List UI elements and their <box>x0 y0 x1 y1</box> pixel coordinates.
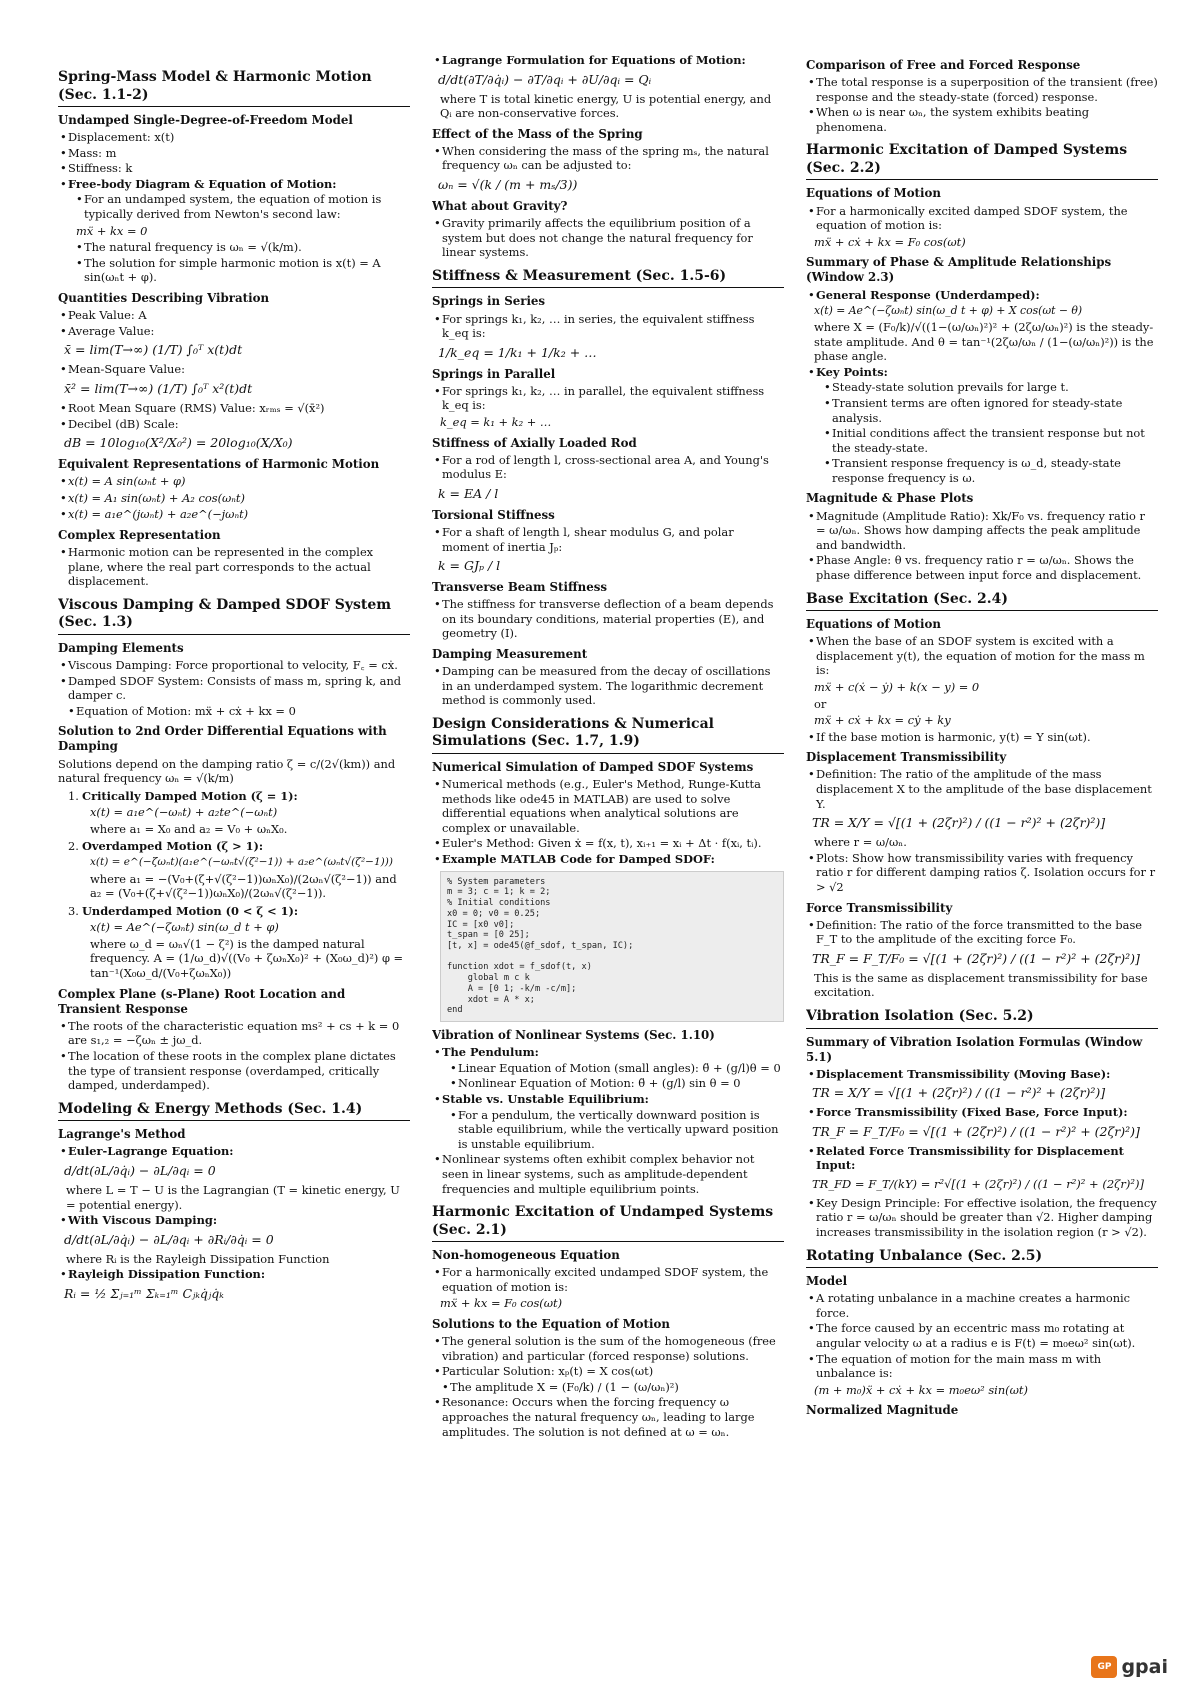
numbered-list <box>64 789 410 981</box>
section-title: Design Considerations & Numerical Simulations (Sec. 1.7, 1.9) <box>432 716 784 754</box>
equation: x̄ = lim(T→∞) (1/T) ∫₀ᵀ x(t)dt <box>64 342 243 358</box>
list-item: • The equation of motion for the main mass m with unbalance is: <box>808 1352 1158 1381</box>
equation: x(t) = e^(−ζωₙt)(a₁e^(−ωₙt√(ζ²−1)) + a₂e^(ωₙt√(ζ²−1))) <box>90 856 393 869</box>
list-item: • Viscous Damping: Force proportional to velocity, F꜀ = cẋ. <box>60 658 410 673</box>
paragraph: where a₁ = X₀ and a₂ = V₀ + ωₙX₀. <box>90 821 288 836</box>
paragraph: where ω_d = ωₙ√(1 − ζ²) is the damped natural frequency. A = (1/ω_d)√((V₀ + ζωₙX₀)² + (X₀ω_d)²) φ = tan⁻¹(X₀ω_d/(V₀+ζωₙX₀)) <box>90 936 404 981</box>
bullet-list <box>808 75 1158 134</box>
equation: d/dt(∂L/∂q̇ᵢ) − ∂L/∂qᵢ + ∂Rᵢ/∂q̇ᵢ = 0 <box>64 1231 274 1247</box>
subsection-title: Non-homogeneous Equation <box>432 1248 620 1263</box>
subsection-title: Equivalent Representations of Harmonic Motion <box>58 457 380 472</box>
section-title: Rotating Unbalance (Sec. 2.5) <box>806 1248 1158 1269</box>
subsection-title: Lagrange's Method <box>58 1127 186 1142</box>
list-item: • Damped SDOF System: Consists of mass m, spring k, and damper c. <box>60 674 410 703</box>
list-item: • Lagrange Formulation for Equations of Motion: <box>434 53 784 68</box>
equation: Rᵢ = ½ Σⱼ₌₁ᵐ Σₖ₌₁ᵐ Cⱼₖq̇ⱼq̇ₖ <box>64 1285 224 1301</box>
list-item: • Gravity primarily affects the equilibrium position of a system but does not change the natural frequency for linear systems. <box>434 216 784 260</box>
list-item: • For a shaft of length l, shear modulus G, and polar moment of inertia Jₚ: <box>434 525 784 554</box>
list-item: • For a rod of length l, cross-sectional area A, and Young's modulus E: <box>434 453 784 482</box>
bullet-list <box>60 1213 410 1228</box>
subsection-title: Stiffness of Axially Loaded Rod <box>432 435 637 450</box>
list-item: • Plots: Show how transmissibility varies with frequency ratio r for different damping ratios ζ. Isolation occurs for r > √2 <box>808 851 1158 895</box>
equation: x(t) = Ae^(−ζωₙt) sin(ω_d t + φ) <box>90 920 279 935</box>
bullet-list <box>434 384 784 413</box>
list-item: • When ω is near ωₙ, the system exhibits beating phenomena. <box>808 105 1158 134</box>
list-item: • The solution for simple harmonic motion is x(t) = A sin(ωₙt + φ). <box>76 256 410 285</box>
list-item: • Stiffness: k <box>60 161 410 176</box>
paragraph: where T is total kinetic energy, U is potential energy, and Qᵢ are non-conservative forces. <box>440 91 772 121</box>
equation: (m + m₀)ẍ + cẋ + kx = m₀eω² sin(ωt) <box>814 1382 1028 1397</box>
paragraph: where X = (F₀/k)/√((1−(ω/ωₙ)²)² + (2ζω/ωₙ)²) is the steady-state amplitude. And θ = tan⁻¹(2ζω/ωₙ / (1−(ω/ωₙ)²)) is the phase angle. <box>814 319 1154 364</box>
bullet-list <box>434 777 784 867</box>
bullet-list <box>434 144 784 173</box>
gpai-logo <box>1091 1656 1168 1678</box>
bullet-list <box>60 474 410 522</box>
equation: ωₙ = √(k / (m + mₛ/3)) <box>438 177 578 193</box>
list-item: • Phase Angle: θ vs. frequency ratio r = ω/ωₙ. Shows the phase difference between input force and displacement. <box>808 553 1158 582</box>
equation: TR_FD = F_T/(kY) = r²√[(1 + (2ζr)²) / ((1 − r²)² + (2ζr)²)] <box>812 1177 1144 1192</box>
list-item: • Force Transmissibility (Fixed Base, Force Input): <box>808 1105 1158 1120</box>
bullet-list <box>808 204 1158 233</box>
paragraph: This is the same as displacement transmissibility for base excitation. <box>814 970 1148 1000</box>
code-block: % System parameters m = 3; c = 1; k = 2; % Initial conditions x0 = 0; v0 = 0.25; IC = [x0 v0]; t_span = [0 25]; [t, x] = ode45(@f_sdof, t_span, IC); function xdot = f_sdof(t, x) global m c k A = [0 1; -k/m -c/m]; xdot = A * x; end <box>440 871 784 1023</box>
equation: x(t) = Ae^(−ζωₙt) sin(ω_d t + φ) + X cos(ωt − θ) <box>814 304 1083 318</box>
subsection-title: Torsional Stiffness <box>432 507 555 522</box>
equation: d/dt(∂L/∂q̇ᵢ) − ∂L/∂qᵢ = 0 <box>64 1163 216 1178</box>
subsection-title: Normalized Magnitude <box>806 1403 959 1418</box>
column-2 <box>432 52 784 1652</box>
list-item: • For a harmonically excited undamped SDOF system, the equation of motion is: <box>434 1265 784 1294</box>
subsection-title: Effect of the Mass of the Spring <box>432 126 643 141</box>
list-item: • The force caused by an eccentric mass m₀ rotating at angular velocity ω at a radius e is F(t) = m₀eω² sin(ωt). <box>808 1321 1158 1350</box>
bullet-list <box>808 767 1158 811</box>
bullet-list <box>60 545 410 589</box>
list-item: • The total response is a superposition of the transient (free) response and the steady-state (forced) response. <box>808 75 1158 104</box>
paragraph: where Rᵢ is the Rayleigh Dissipation Function <box>66 1251 330 1266</box>
subsection-title: Force Transmissibility <box>806 900 953 915</box>
list-item: • Nonlinear systems often exhibit complex behavior not seen in linear systems, such as amplitude-dependent frequencies and multiple equilibrium points. <box>434 1152 784 1196</box>
list-item: • When considering the mass of the spring mₛ, the natural frequency ωₙ can be adjusted to: <box>434 144 784 173</box>
paragraph: where a₁ = −(V₀+(ζ+√(ζ²−1))ωₙX₀)/(2ωₙ√(ζ²−1)) and a₂ = (V₀+(ζ+√(ζ²−1))ωₙX₀)/(2ωₙ√(ζ²−1)). <box>90 871 397 901</box>
subsection-title: Complex Plane (s-Plane) Root Location and Transient Response <box>58 986 346 1016</box>
subsection-title: Equations of Motion <box>806 617 941 632</box>
bullet-list <box>808 1144 1158 1173</box>
list-item: • For springs k₁, k₂, … in series, the equivalent stiffness k_eq is: <box>434 312 784 341</box>
subsection-title: Quantities Describing Vibration <box>58 291 270 306</box>
list-item: • Decibel (dB) Scale: <box>60 417 410 432</box>
bullet-list <box>808 509 1158 583</box>
subsection-title: Damping Elements <box>58 640 184 655</box>
list-item: • With Viscous Damping: <box>60 1213 410 1228</box>
subsection-title: Displacement Transmissibility <box>806 750 1007 765</box>
list-item: • A rotating unbalance in a machine creates a harmonic force. <box>808 1291 1158 1320</box>
list-item: • Damping can be measured from the decay of oscillations in an underdamped system. The logarithmic decrement method is commonly used. <box>434 664 784 708</box>
equation: x̄² = lim(T→∞) (1/T) ∫₀ᵀ x²(t)dt <box>64 380 253 396</box>
list-item: • General Response (Underdamped): <box>808 288 1158 303</box>
equation: k = GJₚ / l <box>438 558 501 574</box>
equation: TR_F = F_T/F₀ = √[(1 + (2ζr)²) / ((1 − r²)² + (2ζr)²)] <box>812 950 1140 966</box>
subsection-title: Summary of Vibration Isolation Formulas (Window 5.1) <box>806 1034 1143 1064</box>
paragraph: where r = ω/ωₙ. <box>814 835 907 850</box>
subsection-title: Complex Representation <box>58 527 221 542</box>
bullet-list <box>808 918 1158 947</box>
list-item: • The amplitude X = (F₀/k) / (1 − (ω/ωₙ)²) <box>442 1380 784 1395</box>
list-item: • Key Points: • Steady-state solution prevails for large t. • Transient terms are often ignored for steady-state analysis. • Initial conditions affect the transient response but not the steady-state. • Transient response frequency is ω_d, steady-state response frequency is ω. <box>808 365 1158 486</box>
bullet-list <box>808 730 1158 745</box>
bullet-list <box>808 1067 1158 1082</box>
list-item: • Average Value: <box>60 324 410 339</box>
list-item: 2. Overdamped Motion (ζ > 1): x(t) = e^(−ζωₙt)(a₁e^(−ωₙt√(ζ²−1)) + a₂e^(ωₙt√(ζ²−1))) where a₁ = −(V₀+(ζ+√(ζ²−1))ωₙX₀)/(2ωₙ√(ζ²−1)) and a₂ = (V₀+(ζ+√(ζ²−1))ωₙX₀)/(2ωₙ√(ζ²−1)). <box>64 839 410 900</box>
bullet-list <box>60 1267 410 1282</box>
section-title: Modeling & Energy Methods (Sec. 1.4) <box>58 1101 410 1122</box>
bullet-list <box>60 130 410 285</box>
section-title: Harmonic Excitation of Undamped Systems (Sec. 2.1) <box>432 1204 784 1242</box>
subsection-title: Vibration of Nonlinear Systems (Sec. 1.10) <box>432 1028 715 1043</box>
section-title: Viscous Damping & Damped SDOF System (Sec. 1.3) <box>58 597 410 635</box>
column-1 <box>58 52 410 1652</box>
list-item: • Definition: The ratio of the amplitude of the mass displacement X to the amplitude of the base displacement Y. <box>808 767 1158 811</box>
list-item: • If the base motion is harmonic, y(t) = Y sin(ωt). <box>808 730 1158 745</box>
equation: TR = X/Y = √[(1 + (2ζr)²) / ((1 − r²)² + (2ζr)²)] <box>812 815 1106 831</box>
logo-icon: GP <box>1091 1656 1117 1678</box>
bullet-list <box>434 216 784 260</box>
list-item: • Equation of Motion: mẍ + cẋ + kx = 0 <box>68 704 410 719</box>
list-item: • x(t) = A₁ sin(ωₙt) + A₂ cos(ωₙt) <box>60 491 410 506</box>
list-item: • Related Force Transmissibility for Displacement Input: <box>808 1144 1158 1173</box>
bullet-list <box>60 658 410 718</box>
subsection-title: Model <box>806 1274 848 1289</box>
equation: mẍ + cẋ + kx = F₀ cos(ωt) <box>814 234 966 249</box>
list-item: • Displacement Transmissibility (Moving Base): <box>808 1067 1158 1082</box>
bullet-list <box>808 1105 1158 1120</box>
equation: mẍ + c(ẋ − ẏ) + k(x − y) = 0 <box>814 679 980 694</box>
equation: k_eq = k₁ + k₂ + … <box>440 415 552 429</box>
logo-text: gpai <box>1121 1656 1168 1678</box>
list-item: • Mean-Square Value: <box>60 362 410 377</box>
bullet-list <box>434 453 784 482</box>
section-title: Spring-Mass Model & Harmonic Motion (Sec. 1.1-2) <box>58 69 410 107</box>
list-item: • Numerical methods (e.g., Euler's Method, Runge-Kutta methods like ode45 in MATLAB) are used to solve differential equations when analytical solutions are complex or unavailable. <box>434 777 784 835</box>
bullet-list <box>808 1291 1158 1381</box>
list-item: 3. Underdamped Motion (0 < ζ < 1): x(t) = Ae^(−ζωₙt) sin(ω_d t + φ) where ω_d = ωₙ√(1 − ζ²) is the damped natural frequency. A = (1/ω_d)√((V₀ + ζωₙX₀)² + (X₀ω_d)²) φ = tan⁻¹(X₀ω_d/(V₀+ζωₙX₀)) <box>64 904 410 981</box>
subsection-title: Transverse Beam Stiffness <box>432 580 608 595</box>
list-item: • Peak Value: A <box>60 308 410 323</box>
equation: mẍ + cẋ + kx = cẏ + ky <box>814 713 951 728</box>
equation: mẍ + kx = F₀ cos(ωt) <box>440 1296 563 1311</box>
bullet-list <box>434 53 784 68</box>
bullet-list <box>60 362 410 377</box>
equation: 1/k_eq = 1/k₁ + 1/k₂ + … <box>438 344 597 360</box>
subsection-title: What about Gravity? <box>432 199 568 214</box>
list-item: • Definition: The ratio of the force transmitted to the base F_T to the amplitude of the exciting force F₀. <box>808 918 1158 947</box>
section-title: Base Excitation (Sec. 2.4) <box>806 591 1158 612</box>
bullet-list <box>434 1334 784 1439</box>
column-3 <box>806 52 1158 1652</box>
equation: d/dt(∂T/∂q̇ᵢ) − ∂T/∂qᵢ + ∂U/∂qᵢ = Qᵢ <box>438 71 652 87</box>
list-item: • For an undamped system, the equation of motion is typically derived from Newton's second law: <box>76 192 410 221</box>
bullet-list <box>434 1045 784 1196</box>
list-item: • Euler's Method: Given ẋ = f(x, t), xᵢ₊₁ = xᵢ + Δt · f(xᵢ, tᵢ). <box>434 836 784 851</box>
subsection-title: Solution to 2nd Order Differential Equations with Damping <box>58 724 387 754</box>
list-item: • Harmonic motion can be represented in the complex plane, where the real part corresponds to the actual displacement. <box>60 545 410 589</box>
section-title: Vibration Isolation (Sec. 5.2) <box>806 1008 1158 1029</box>
subsection-title: Solutions to the Equation of Motion <box>432 1317 670 1332</box>
list-item: • x(t) = A sin(ωₙt + φ) <box>60 474 410 489</box>
list-item: • Nonlinear Equation of Motion: θ̈ + (g/l) sin θ = 0 <box>450 1076 784 1091</box>
list-item: • The location of these roots in the complex plane dictates the type of transient response (overdamped, critically damped, underdamped). <box>60 1049 410 1093</box>
subsection-title: Numerical Simulation of Damped SDOF Systems <box>432 759 754 774</box>
bullet-list <box>808 365 1158 486</box>
bullet-list <box>60 308 410 338</box>
list-item: • The general solution is the sum of the homogeneous (free vibration) and particular (forced response) solutions. <box>434 1334 784 1363</box>
section-title: Harmonic Excitation of Damped Systems (Sec. 2.2) <box>806 142 1158 180</box>
cheat-sheet-page <box>58 52 1158 1652</box>
list-item: • Mass: m <box>60 146 410 161</box>
bullet-list <box>808 851 1158 895</box>
list-item: • Resonance: Occurs when the forcing frequency ω approaches the natural frequency ωₙ, leading to large amplitudes. The solution is not defined at ω = ωₙ. <box>434 1395 784 1439</box>
list-item: • For a harmonically excited damped SDOF system, the equation of motion is: <box>808 204 1158 233</box>
list-item: • The stiffness for transverse deflection of a beam depends on its boundary conditions, material properties (E), and geometry (I). <box>434 597 784 641</box>
list-item: • Linear Equation of Motion (small angles): θ̈ + (g/l)θ = 0 <box>450 1061 784 1076</box>
equation: mẍ + kx = 0 <box>76 223 148 238</box>
bullet-list <box>434 1265 784 1294</box>
equation: TR_F = F_T/F₀ = √[(1 + (2ζr)²) / ((1 − r²)² + (2ζr)²)] <box>812 1123 1140 1139</box>
subsection-title: Equations of Motion <box>806 186 941 201</box>
subsection-title: Springs in Parallel <box>432 366 556 381</box>
list-item: • x(t) = a₁e^(jωₙt) + a₂e^(−jωₙt) <box>60 507 410 522</box>
list-item: • Transient terms are often ignored for steady-state analysis. <box>824 396 1158 425</box>
list-item: • Root Mean Square (RMS) Value: xᵣₘₛ = √(x̄²) <box>60 401 410 416</box>
bullet-list <box>808 288 1158 303</box>
list-item: • Rayleigh Dissipation Function: <box>60 1267 410 1282</box>
list-item: • Magnitude (Amplitude Ratio): Xk/F₀ vs. frequency ratio r = ω/ωₙ. Shows how damping affects the peak amplitude and bandwidth. <box>808 509 1158 553</box>
list-item: • Transient response frequency is ω_d, steady-state response frequency is ω. <box>824 456 1158 485</box>
list-item: • The roots of the characteristic equation ms² + cs + k = 0 are s₁,₂ = −ζωₙ ± jω_d. <box>60 1019 410 1048</box>
subsection-title: Springs in Series <box>432 294 546 309</box>
list-item: • Steady-state solution prevails for large t. <box>824 380 1158 395</box>
paragraph: Solutions depend on the damping ratio ζ = c/(2√(km)) and natural frequency ωₙ = √(k/m) <box>58 756 396 786</box>
list-item: • Displacement: x(t) <box>60 130 410 145</box>
subsection-title: Magnitude & Phase Plots <box>806 491 974 506</box>
equation: dB = 10log₁₀(X²/X₀²) = 20log₁₀(X/X₀) <box>64 435 293 451</box>
list-item: • For a pendulum, the vertically downward position is stable equilibrium, while the vertically upward position is unstable equilibrium. <box>450 1108 784 1152</box>
subsection-title: Comparison of Free and Forced Response <box>806 58 1081 72</box>
bullet-list <box>808 1196 1158 1240</box>
equation: x(t) = a₁e^(−ωₙt) + a₂te^(−ωₙt) <box>90 805 278 820</box>
equation: TR = X/Y = √[(1 + (2ζr)²) / ((1 − r²)² + (2ζr)²)] <box>812 1085 1106 1101</box>
list-item: • Example MATLAB Code for Damped SDOF: <box>434 852 784 867</box>
subsection-title: Summary of Phase & Amplitude Relationships (Window 2.3) <box>806 255 1112 285</box>
bullet-list <box>434 664 784 708</box>
list-item: • Stable vs. Unstable Equilibrium: • For a pendulum, the vertically downward position is stable equilibrium, while the vertically upward position is unstable equilibrium. <box>434 1092 784 1151</box>
list-item: • The Pendulum: • Linear Equation of Motion (small angles): θ̈ + (g/l)θ = 0 • Nonlinear Equation of Motion: θ̈ + (g/l) sin θ = 0 <box>434 1045 784 1091</box>
list-item: • Initial conditions affect the transient response but not the steady-state. <box>824 426 1158 455</box>
equation: k = EA / l <box>438 485 499 501</box>
list-item: • Euler-Lagrange Equation: <box>60 1144 410 1159</box>
bullet-list <box>434 597 784 641</box>
list-item: • Key Design Principle: For effective isolation, the frequency ratio r = ω/ωₙ should be greater than √2. Higher damping increases transmissibility in the isolation region (r > √2). <box>808 1196 1158 1240</box>
bullet-list <box>808 634 1158 678</box>
subsection-title: Damping Measurement <box>432 647 588 662</box>
paragraph: or <box>814 696 827 711</box>
section-title: Stiffness & Measurement (Sec. 1.5-6) <box>432 268 784 289</box>
list-item: • When the base of an SDOF system is excited with a displacement y(t), the equation of motion for the mass m is: <box>808 634 1158 678</box>
list-item: • Particular Solution: xₚ(t) = X cos(ωt) <box>434 1364 784 1379</box>
list-item: • The natural frequency is ωₙ = √(k/m). <box>76 240 410 255</box>
bullet-list <box>434 312 784 341</box>
bullet-list <box>434 525 784 554</box>
paragraph: where L = T − U is the Lagrangian (T = kinetic energy, U = potential energy). <box>66 1183 400 1212</box>
list-item: • For springs k₁, k₂, … in parallel, the equivalent stiffness k_eq is: <box>434 384 784 413</box>
bullet-list <box>60 1144 410 1159</box>
bullet-list <box>60 401 410 431</box>
list-item: 1. Critically Damped Motion (ζ = 1): x(t) = a₁e^(−ωₙt) + a₂te^(−ωₙt) where a₁ = X₀ and a₂ = V₀ + ωₙX₀. <box>64 789 410 837</box>
bullet-list <box>60 1019 410 1093</box>
list-item: • Free-body Diagram & Equation of Motion: • For an undamped system, the equation of motion is typically derived from Newton's second law: mẍ + kx = 0 • The natural frequency is ωₙ = √(k/m). • The solution for simple harmonic motion is x(t) = A sin(ωₙt + φ). <box>60 177 410 285</box>
subsection-title: Undamped Single-Degree-of-Freedom Model <box>58 113 353 127</box>
